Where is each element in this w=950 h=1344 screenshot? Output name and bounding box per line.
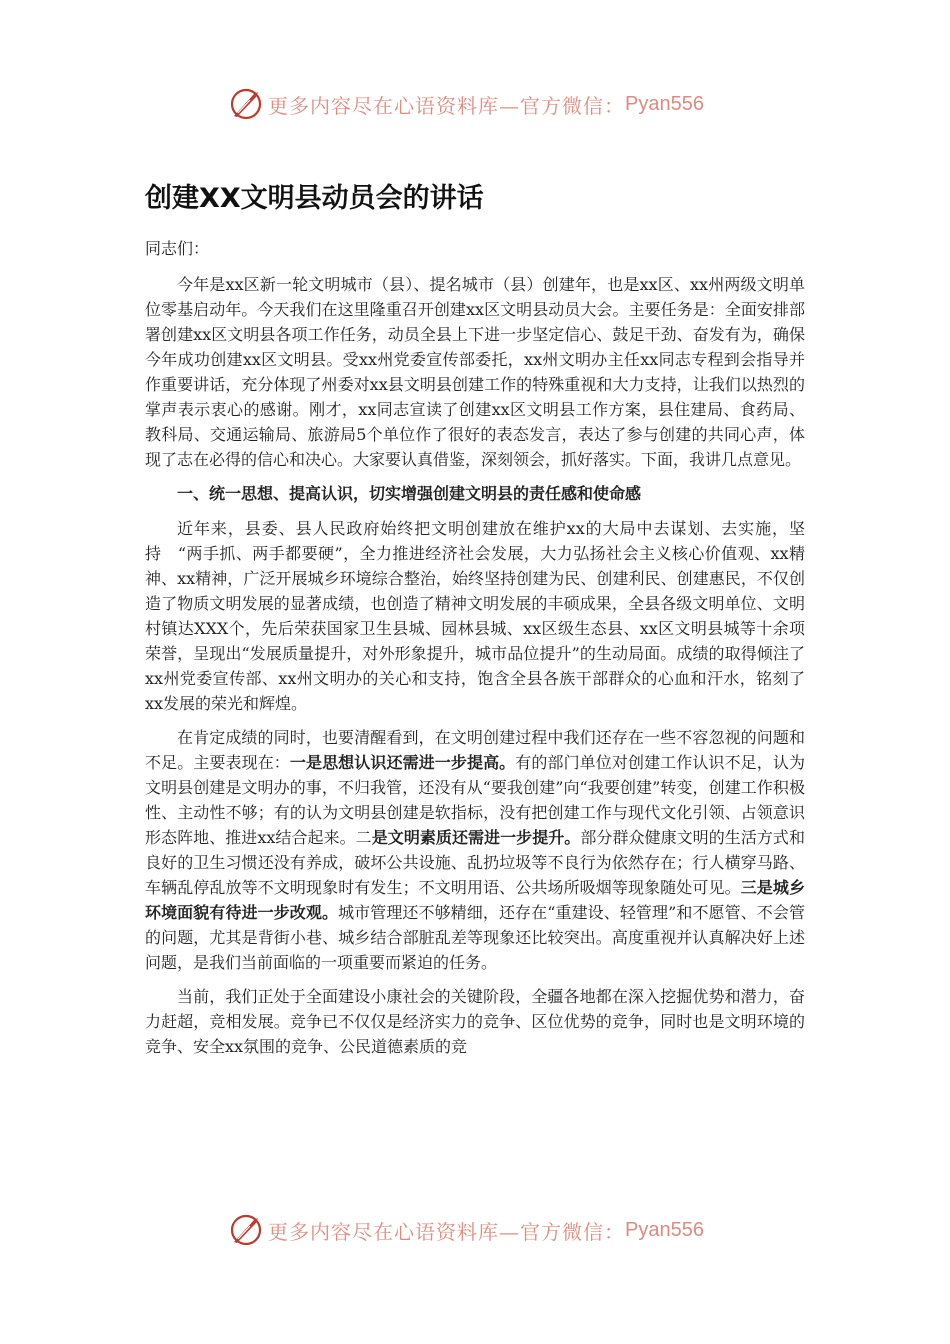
- quill-pen-logo-icon: [228, 86, 264, 122]
- paragraph-3-text-4: 城市管理还不够精细，还存在“重建设、轻管理”和不愿管、不会管的问题，尤其是背街小巷、城乡结合部脏乱差等现象还比较突出。高度重视并认真解决好上述问题，是我们当前面临的一项重要而紧迫的任务。: [145, 903, 805, 972]
- section-heading-1: 一、统一思想、提高认识，切实增强创建文明县的责任感和使命感: [177, 484, 642, 503]
- paragraph-3-text-2: 有的部门单位对创建工作认识不足，认为文明县创建是文明办的事，不归我管，还没有从“要我创建”向“我要创建”转变，创建工作积极性、主动性不够；有的认为文明县创建是软指标，没有把创建工作与现代文化引领、占领意识形态阵地、推进xx结合起来。二: [145, 753, 805, 847]
- paragraph-2: 近年来，县委、县人民政府始终把文明创建放在维护xx的大局中去谋划、去实施，坚持 “两手抓、两手都要硬”，全力推进经济社会发展，大力弘扬社会主义核心价值观、xx精神、xx精神，广泛开展城乡环境综合整治，始终坚持创建为民、创建利民、创建惠民，不仅创造了物质文明发展的显著成绩，也创造了精神文明发展的丰硕成果，全县各级文明单位、文明村镇达XXX个，先后荣获国家卫生县城、园林县城、xx区级生态县、xx区文明县城等十余项荣誉，呈现出“发展质量提升，对外形象提升，城市品位提升”的生动局面。成绩的取得倾注了xx州党委宣传部、xx州文明办的关心和支持，饱含全县各族干部群众的心血和汗水，铭刻了xx发展的荣光和辉煌。: [145, 519, 805, 713]
- paragraph-1: 今年是xx区新一轮文明城市（县）、提名城市（县）创建年，也是xx区、xx州两级文明单位零基启动年。今天我们在这里隆重召开创建xx区文明县动员大会。主要任务是：全面安排部署创建xx区文明县各项工作任务，动员全县上下进一步坚定信心、鼓足干劲、奋发有为，确保今年成功创建xx区文明县。受xx州党委宣传部委托，xx州文明办主任xx同志专程到会指导并作重要讲话，充分体现了州委对xx县文明县创建工作的特殊重视和大力支持，让我们以热烈的掌声表示衷心的感谢。刚才，xx同志宣读了创建xx区文明县工作方案，县住建局、食药局、教科局、交通运输局、旅游局5个单位作了很好的表态发言，表达了参与创建的共同心声，体现了志在必得的信心和决心。大家要认真借鉴，深刻领会，抓好落实。下面，我讲几点意见。: [145, 275, 805, 469]
- paragraph-4: 当前，我们正处于全面建设小康社会的关键阶段，全疆各地都在深入挖掘优势和潜力，奋力赶超，竞相发展。竞争已不仅仅是经济实力的竞争、区位优势的竞争，同时也是文明环境的竞争、安全xx氛围的竞争、公民道德素质的竞: [145, 987, 805, 1056]
- paragraph-3-bold-3: 三是城乡环境面貌有待进一步改观。: [145, 878, 805, 922]
- document-body: [145, 236, 805, 1068]
- watermark-footer: [228, 1210, 728, 1250]
- document-title: 创建XX文明县动员会的讲话: [145, 183, 484, 214]
- watermark-text: 更多内容尽在心语资料库—官方微信：: [268, 1219, 625, 1244]
- paragraph-3-bold-1: 一是思想认识还需进一步提高。: [289, 753, 516, 772]
- paragraph-3-text-1: 在肯定成绩的同时，也要清醒看到，在文明创建过程中我们还存在一些不容忽视的问题和不足。主要表现在：: [145, 728, 805, 772]
- quill-pen-logo-icon: [228, 1212, 264, 1248]
- watermark-text: 更多内容尽在心语资料库—官方微信：: [268, 93, 625, 118]
- greeting: 同志们：: [145, 239, 210, 258]
- watermark-header: [228, 84, 728, 124]
- paragraph-3: [145, 725, 805, 975]
- paragraph-3-text-3: 部分群众健康文明的生活方式和良好的卫生习惯还没有养成，破坏公共设施、乱扔垃圾等不良行为依然存在；行人横穿马路、车辆乱停乱放等不文明现象时有发生；不文明用语、公共场所吸烟等现象随处可见。: [145, 828, 805, 897]
- watermark-brand: Pyan556: [625, 92, 704, 115]
- paragraph-3-bold-2: 是文明素质还需进一步提升。: [371, 828, 581, 847]
- watermark-brand: Pyan556: [625, 1218, 704, 1241]
